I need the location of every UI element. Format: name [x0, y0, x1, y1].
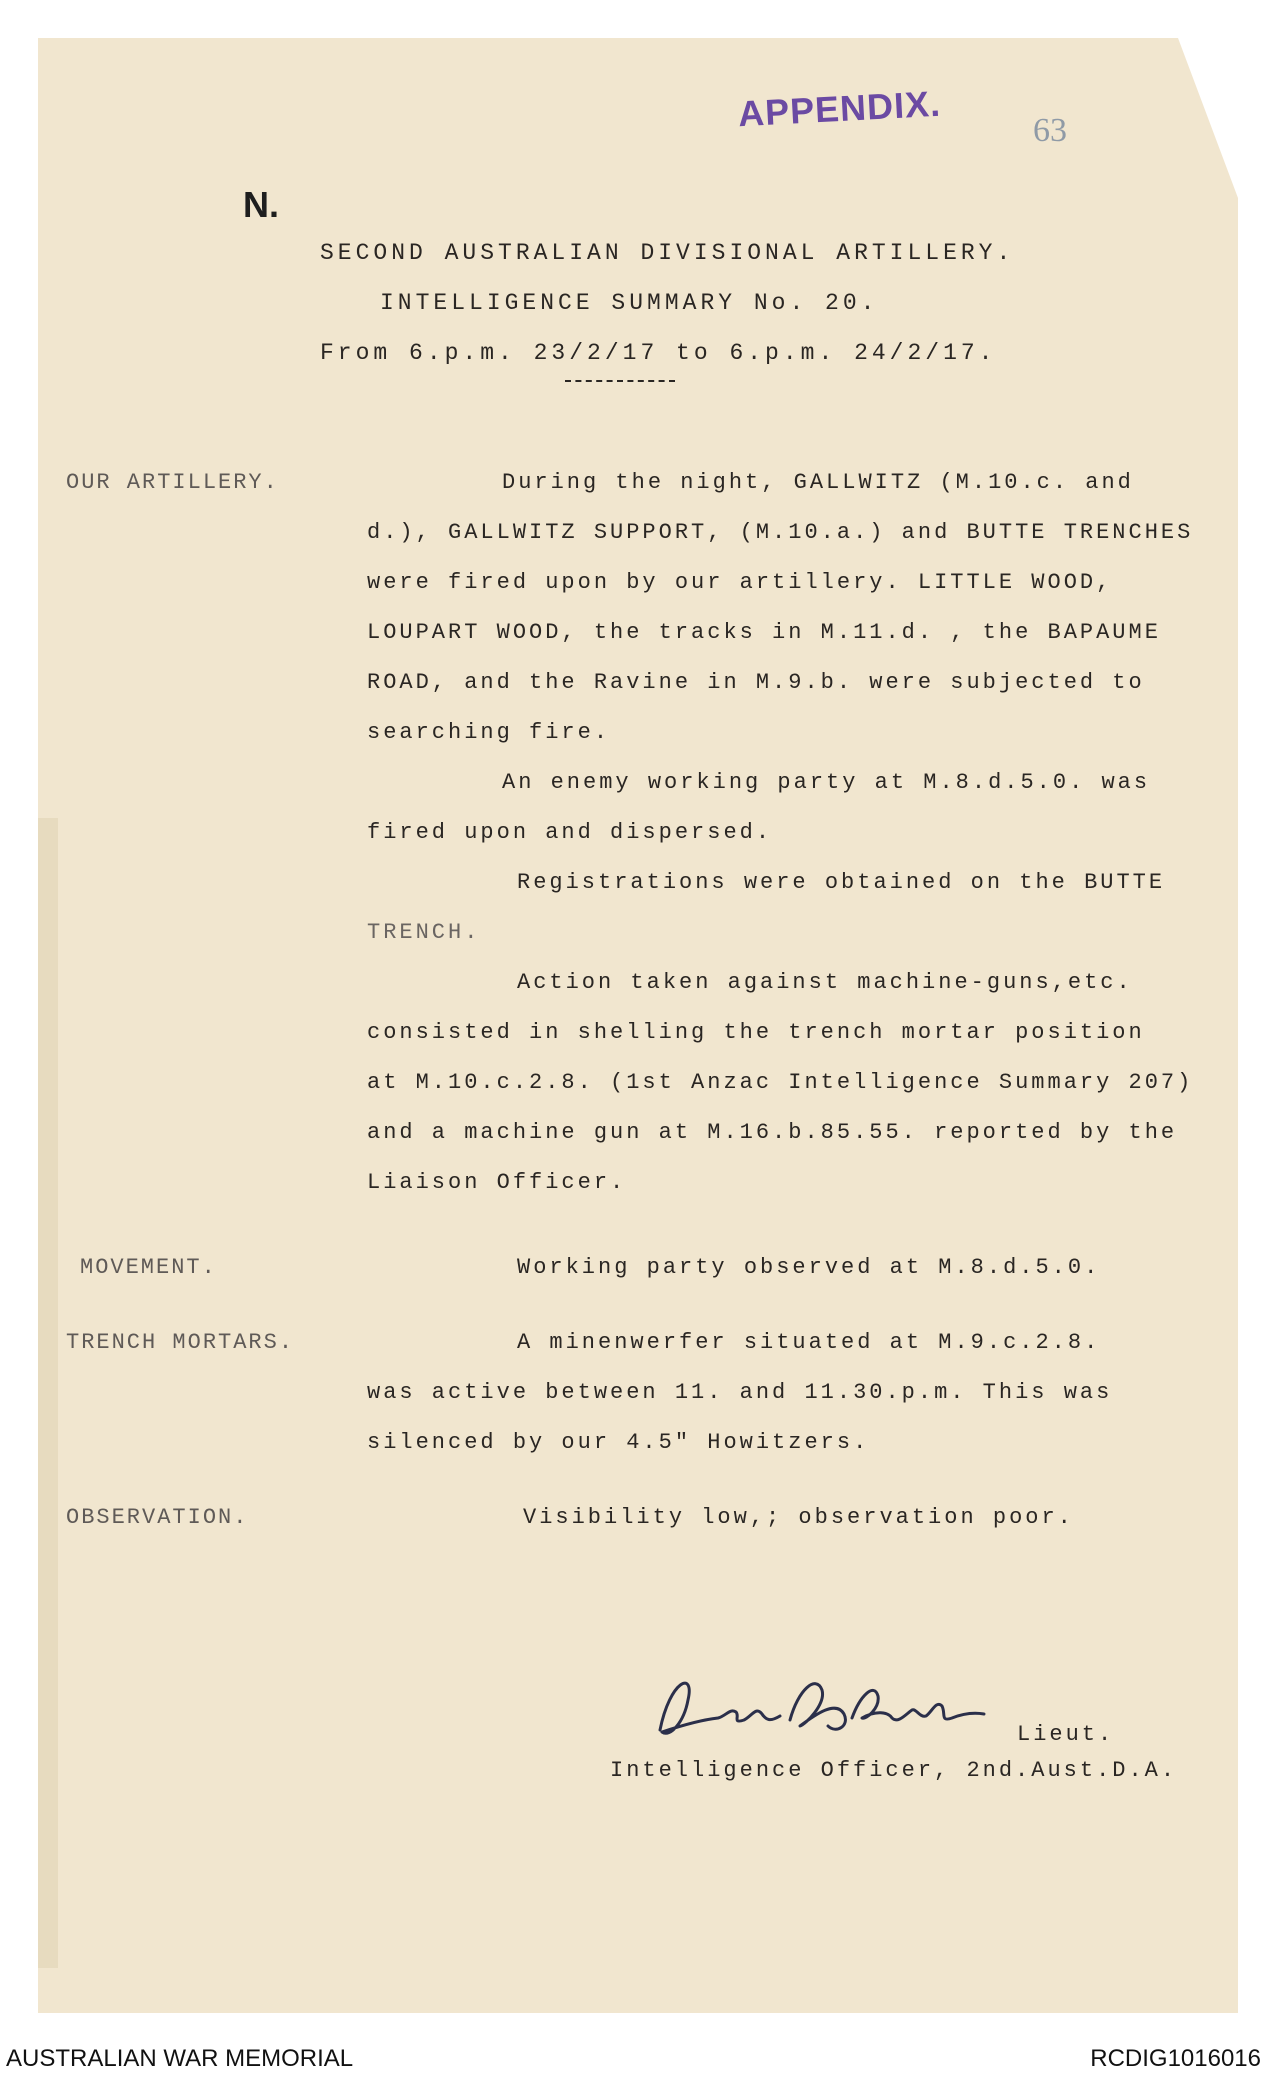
artillery-line: Registrations were obtained on the BUTTE	[517, 870, 1166, 895]
section-label-trench-mortars: TRENCH MORTARS.	[66, 1330, 295, 1355]
artillery-line: were fired upon by our artillery. LITTLE WOOD,	[367, 570, 1113, 595]
section-label-observation: OBSERVATION.	[66, 1505, 249, 1530]
heading-underline	[565, 380, 675, 382]
artillery-line: fired upon and dispersed.	[367, 820, 773, 845]
annex-letter: N.	[243, 184, 279, 225]
heading-line-1: SECOND AUSTRALIAN DIVISIONAL ARTILLERY.	[320, 240, 1015, 266]
artillery-line: ROAD, and the Ravine in M.9.b. were subjected to	[367, 670, 1145, 695]
artillery-line: An enemy working party at M.8.d.5.0. was	[502, 770, 1151, 795]
section-label-artillery: OUR ARTILLERY.	[66, 470, 279, 495]
artillery-line: at M.10.c.2.8. (1st Anzac Intelligence Summary 207)	[367, 1070, 1194, 1095]
handwritten-signature	[640, 1660, 1000, 1750]
artillery-line: Action taken against machine-guns,etc.	[517, 970, 1133, 995]
signatory-rank: Lieut.	[1017, 1722, 1115, 1747]
trench-mortars-line: silenced by our 4.5" Howitzers.	[367, 1430, 870, 1455]
artillery-line: and a machine gun at M.16.b.85.55. reported by the	[367, 1120, 1178, 1145]
heading-line-2: INTELLIGENCE SUMMARY No. 20.	[380, 290, 879, 316]
artillery-line: consisted in shelling the trench mortar position	[367, 1020, 1145, 1045]
artillery-line: LOUPART WOOD, the tracks in M.11.d. , the BAPAUME	[367, 620, 1161, 645]
record-id: RCDIG1016016	[1090, 2045, 1261, 2072]
artillery-line: searching fire.	[367, 720, 611, 745]
trench-mortars-line: A minenwerfer situated at M.9.c.2.8.	[517, 1330, 1101, 1355]
appendix-stamp: APPENDIX.	[737, 82, 942, 135]
observation-line: Visibility low,; observation poor.	[523, 1505, 1074, 1530]
heading-line-3: From 6.p.m. 23/2/17 to 6.p.m. 24/2/17.	[320, 340, 997, 366]
section-label-movement: MOVEMENT.	[80, 1255, 217, 1280]
artillery-line: TRENCH.	[367, 920, 481, 945]
folio-number: 63	[1033, 112, 1067, 149]
archive-credit: AUSTRALIAN WAR MEMORIAL	[6, 2045, 354, 2072]
signatory-title: Intelligence Officer, 2nd.Aust.D.A.	[610, 1758, 1178, 1783]
trench-mortars-line: was active between 11. and 11.30.p.m. This was	[367, 1380, 1113, 1405]
artillery-line: Liaison Officer.	[367, 1170, 627, 1195]
artillery-line: d.), GALLWITZ SUPPORT, (M.10.a.) and BUTTE TRENCHES	[367, 520, 1194, 545]
movement-line: Working party observed at M.8.d.5.0.	[517, 1255, 1101, 1280]
artillery-line: During the night, GALLWITZ (M.10.c. and	[502, 470, 1134, 495]
